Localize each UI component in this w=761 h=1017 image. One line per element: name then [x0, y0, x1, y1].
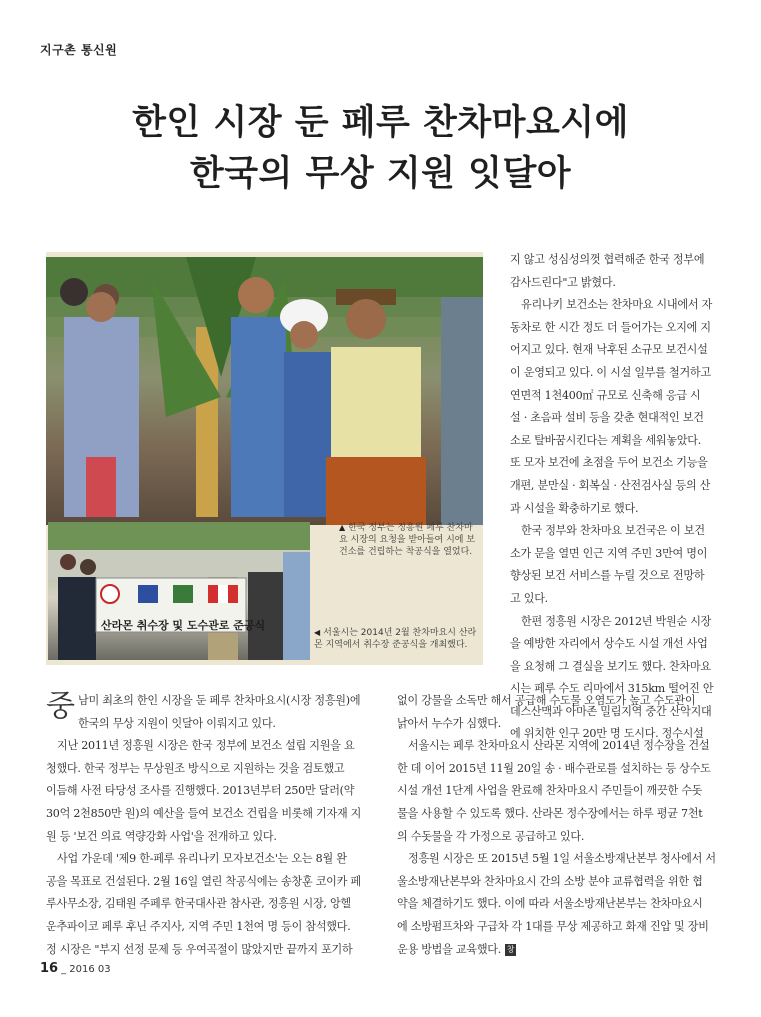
text-line: 에 위치한 인구 20만 명 도시다. 정수시설 — [510, 727, 704, 741]
text-line: 고 있다. — [510, 591, 548, 605]
text-line: 루사무소장, 김태원 주페루 한국대사관 참사관, 정흥원 시장, 앙헬 — [46, 897, 351, 911]
small-photo-caption: ◀ 서울시는 2014년 2월 찬차마요시 산라몬 지역에서 취수장 준공식을 개최했다. — [314, 628, 477, 650]
banner-text: 산라몬 취수장 및 도수관로 준공식 — [101, 619, 266, 632]
text-line: 원 등 '보건 의료 역량강화 사업'을 전개하고 있다. — [46, 829, 277, 843]
article-title — [0, 98, 761, 200]
text-line: 운용 방법을 교육했다. 창 — [397, 942, 515, 956]
title-line-1: 한인 시장 둔 페루 찬차마요시에 — [132, 103, 629, 143]
text-line: 물을 사용할 수 있도록 했다. 산라몬 정수장에서는 하루 평균 7천t — [397, 806, 703, 820]
page-footer — [40, 961, 111, 976]
right-column-bottom — [397, 690, 722, 961]
text-line: 을 요청해 그 결실을 보기도 했다. 찬차마요 — [510, 659, 711, 673]
text-line: 과 시설을 확충하기로 했다. — [510, 501, 639, 515]
text-line: 약을 체결하기도 했다. 이에 따라 서울소방재난본부는 찬차마요시 — [397, 897, 703, 911]
text-line: 남미 최초의 한인 시장을 둔 페루 찬차마요시(시장 정흥원)에 — [78, 694, 361, 707]
main-photo-illustration — [46, 257, 483, 525]
text-line: 설 · 초음파 설비 등을 갖춘 현대적인 보건 — [510, 411, 704, 425]
right-column-top — [510, 249, 725, 746]
text-line: 데스산맥과 아마존 밀림지역 중간 산악지대 — [510, 704, 712, 718]
text-line: 이 운영되고 있다. 이 시설 일부를 철거하고 — [510, 365, 711, 379]
text-line: 동차로 한 시간 정도 더 들어가는 오지에 지 — [510, 320, 711, 334]
text-line: 한 데 이어 2015년 11월 20일 송 · 배수관로를 설치하는 등 상수도 — [397, 761, 711, 775]
main-photo — [46, 257, 483, 525]
text-line: 운추파이코 페루 후닌 주지사, 지역 주민 1천여 명 등이 참석했다. — [46, 919, 351, 933]
text-line: 30억 2천850만 원)의 예산을 들여 보건소 건립을 비롯해 기자재 지 — [46, 806, 362, 820]
text-line: 어지고 있다. 현재 낙후된 소규모 보건시설 — [510, 343, 708, 357]
text-line: 소가 문을 열면 인근 지역 주민 3만여 명이 — [510, 546, 708, 560]
end-mark-icon: 창 — [506, 944, 515, 954]
text-line: 시설 개선 1단계 사업을 완료해 찬차마요시 주민들이 깨끗한 수돗 — [397, 784, 703, 798]
text-line: 이듬해 사전 타당성 조사를 진행했다. 2013년부터 250만 달러(약 — [46, 784, 355, 798]
text-line: 연면적 1천400㎡ 규모로 신축해 응급 시 — [510, 388, 701, 402]
text-line: 지 않고 성심성의껏 협력해준 한국 정부에 — [510, 253, 705, 266]
small-photo — [48, 522, 310, 660]
text-line: 없이 강물을 소독만 해서 공급해 수도물 오염도가 높고 수도관이 — [397, 694, 696, 707]
main-photo-caption: ▲ 한국 정부는 정흥원 페루 찬차마요 시장의 요청을 받아들여 시에 보건소를 건립하는 착공식을 열었다. — [339, 523, 476, 557]
text-line: 유리나키 보건소는 찬차마요 시내에서 자 — [521, 298, 713, 312]
text-line: 을 예방한 자리에서 상수도 시설 개선 사업 — [510, 637, 708, 651]
caption-arrow-icon: ◀ — [314, 628, 321, 637]
text-line: 소로 탈바꿈시킨다는 계획을 세워놓았다. — [510, 433, 702, 447]
caption-arrow-icon: ▲ — [339, 523, 346, 532]
text-line: 공을 목표로 건설된다. 2월 16일 열린 착공식에는 송창훈 코이카 페 — [46, 874, 361, 888]
photo-panel — [46, 252, 483, 665]
text-line: 향상된 보건 서비스를 누릴 것으로 전망하 — [510, 569, 705, 583]
text-line: 정흥원 시장은 또 2015년 5월 1일 서울소방재난본부 청사에서 서 — [408, 852, 716, 866]
text-line: 서울시는 페루 찬차마요시 산라몬 지역에 2014년 정수장을 건설 — [408, 739, 710, 753]
text-line: 울소방재난본부와 찬차마요시 간의 소방 분야 교류협력을 위한 협 — [397, 874, 703, 888]
left-column — [46, 690, 371, 961]
text-line: 에 소방펌프차와 구급차 각 1대를 무상 제공하고 화재 진압 및 장비 — [397, 919, 709, 933]
small-photo-illustration — [48, 522, 310, 660]
text-line: 한편 정흥원 시장은 2012년 박원순 시장 — [521, 614, 712, 628]
text-line: 정 시장은 "부지 선정 문제 등 우여곡절이 많았지만 끝까지 포기하 — [46, 942, 353, 956]
issue-date: _ 2016 03 — [61, 964, 111, 975]
text-line: 개편, 분만실 · 회복실 · 산전검사실 등의 산 — [510, 478, 711, 492]
section-label: 지구촌 통신원 — [40, 43, 118, 57]
text-line: 또 모자 보건에 초점을 두어 보건소 기능을 — [510, 456, 708, 470]
dropcap: 중 — [46, 689, 75, 724]
page-number: 16 — [40, 961, 59, 976]
text-line: 지난 2011년 정흥원 시장은 한국 정부에 보건소 설립 지원을 요 — [57, 739, 355, 753]
text-line: 한국의 무상 지원이 잇달아 이뤄지고 있다. — [78, 716, 276, 730]
text-line: 한국 정부와 찬차마요 보건국은 이 보건 — [521, 524, 705, 538]
text-line: 의 수돗물을 각 가정으로 공급하고 있다. — [397, 829, 585, 843]
text-line: 청했다. 한국 정부는 무상원조 방식으로 지원하는 것을 검토했고 — [46, 761, 345, 775]
text-line: 감사드린다"고 밝혔다. — [510, 275, 616, 289]
text-line: 사업 가운데 '제9 한-페루 유리나키 모자보건소'는 오는 8월 완 — [57, 852, 347, 866]
text-line: 시는 페루 수도 리마에서 315km 떨어진 안 — [510, 682, 714, 696]
title-line-2: 한국의 무상 지원 잇달아 — [189, 154, 572, 194]
text-line: 낡아서 누수가 심했다. — [397, 716, 502, 730]
